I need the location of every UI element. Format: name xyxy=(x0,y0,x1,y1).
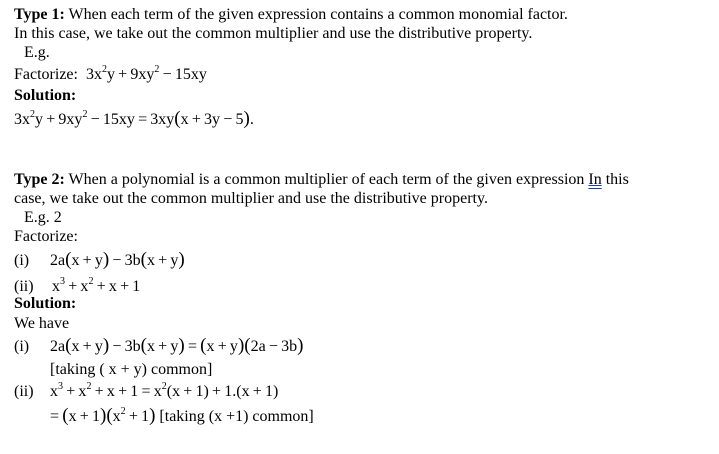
type1-expression: $3x^2y + 9xy^2 - 15xy$ xyxy=(85,64,207,83)
type2-solution-i-note: [taking ( x + y) common] xyxy=(50,361,213,378)
type2-line2: case, we take out the common multiplier and use the distributive property. xyxy=(14,190,488,207)
type1-line2: In this case, we take out the common multiplier and use the distributive property. xyxy=(14,25,533,42)
type2-eg: E.g. 2 xyxy=(24,209,62,226)
type1-solution-equation: $3x^2y + 9xy^2 - 15xy = 3xy(x + 3y - 5)$. xyxy=(14,108,254,129)
type1-line1: Type 1: When each term of the given expression contains a common monomial factor. xyxy=(14,6,568,23)
type2-item-ii: (ii) $x^3 + x^2 + x + 1$ xyxy=(14,276,141,295)
type2-we-have: We have xyxy=(14,315,70,332)
type2-factorize: Factorize: xyxy=(14,228,78,245)
type2-solution-ii-note: [taking (x +1) common] xyxy=(159,408,314,425)
type1-solution-label: Solution: xyxy=(14,87,77,104)
type2-line1: Type 2: When a polynomial is a common multiplier of each term of the given expression In this xyxy=(14,171,629,188)
type2-item-i: (i) 2a(x + y) − 3b(x + y) xyxy=(14,249,185,270)
type2-solution-ii: (ii) $x^3 + x^2 + x + 1 = x^2(x + 1) + 1.(x + 1)$ xyxy=(14,381,279,400)
type1-heading: Type 1: xyxy=(14,6,65,23)
type1-eg: E.g. xyxy=(24,44,50,61)
type2-solution-ii-result: = $(x + 1)(x^2 + 1)$ [taking (x +1) common] xyxy=(50,405,314,426)
type2-solution-i: (i) 2a(x + y) − 3b(x + y) = (x + y)(2a − 3b) xyxy=(14,335,304,356)
type1-factorize: Factorize: $3x^2y + 9xy^2 - 15xy$ xyxy=(14,64,207,83)
type2-solution-label: Solution: xyxy=(14,295,77,312)
type2-heading: Type 2: xyxy=(14,171,65,188)
